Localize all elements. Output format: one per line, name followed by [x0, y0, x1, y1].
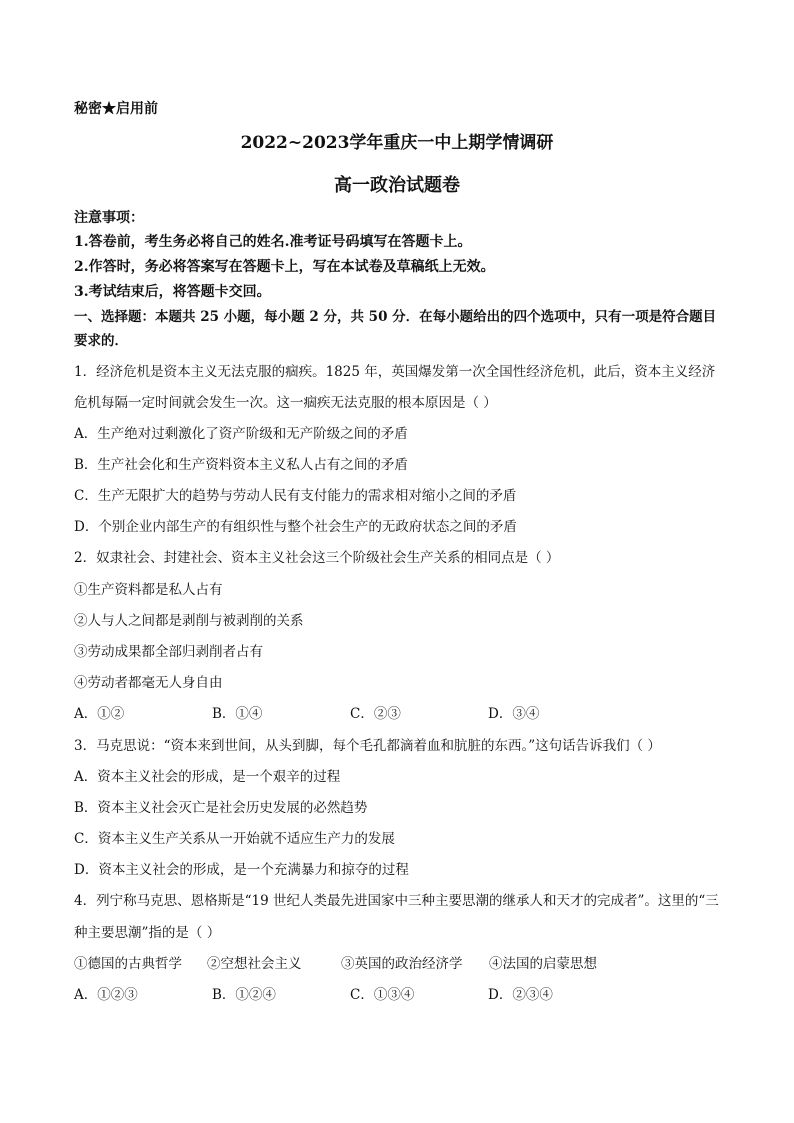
- question-2-option-d: D．③④: [488, 706, 540, 722]
- section-heading-cont: 要求的．: [74, 333, 128, 349]
- question-1-option-b: B．生产社会化和生产资料资本主义私人占有之间的矛盾: [74, 457, 408, 473]
- notice-item: 3.考试结束后，将答题卡交回。: [74, 284, 271, 300]
- question-3-option-c: C．资本主义生产关系从一开始就不适应生产力的发展: [74, 831, 395, 847]
- notice-heading: 注意事项：: [74, 210, 144, 226]
- question-4-stem: 4．列宁称马克思、恩格斯是“19 世纪人类最先进国家中三种主要思潮的继承人和天才的完成者”。这里的“三: [74, 893, 719, 909]
- confidential-label: 秘密★启用前: [74, 101, 158, 117]
- question-4-statement-4: ④法国的启蒙思想: [489, 956, 597, 972]
- question-3-option-d: D．资本主义社会的形成，是一个充满暴力和掠夺的过程: [74, 862, 409, 878]
- question-2-statement-4: ④劳动者都毫无人身自由: [74, 675, 223, 691]
- question-4-statements: [74, 954, 597, 974]
- question-4-options: [74, 985, 553, 1005]
- question-1-option-d: D．个别企业内部生产的有组织性与整个社会生产的无政府状态之间的矛盾: [74, 519, 517, 535]
- section-heading: 一、选择题：本题共 25 小题，每小题 2 分，共 50 分．在每小题给出的四个选项中，只有一项是符合题目: [74, 309, 717, 325]
- question-4-statement-2: ②空想社会主义: [207, 956, 302, 972]
- question-4-stem-cont: 种主要思潮”指的是（ ）: [74, 925, 221, 941]
- question-2-stem: 2．奴隶社会、封建社会、资本主义社会这三个阶级社会生产关系的相同点是（ ）: [74, 550, 560, 566]
- question-4-option-c: C．①③④: [350, 987, 415, 1003]
- notice-item: 1.答卷前，考生务必将自己的姓名.准考证号码填写在答题卡上。: [74, 234, 472, 250]
- notice-item: 2.作答时，务必将答案写在答题卡上，写在本试卷及草稿纸上无效。: [74, 259, 495, 275]
- question-4-statement-3: ③英国的政治经济学: [341, 956, 463, 972]
- question-2-option-c: C．②③: [350, 706, 401, 722]
- question-4-option-a: A．①②③: [74, 987, 138, 1003]
- question-1-option-c: C．生产无限扩大的趋势与劳动人民有支付能力的需求相对缩小之间的矛盾: [74, 488, 517, 504]
- exam-title: 2022~2023学年重庆一中上期学情调研: [240, 133, 554, 153]
- question-2-option-b: B．①④: [212, 706, 263, 722]
- question-4-option-d: D．②③④: [488, 987, 553, 1003]
- question-3-stem: 3．马克思说：“资本来到世间，从头到脚，每个毛孔都滴着血和肮脏的东西。”这句话告诉我们（ ）: [74, 738, 661, 754]
- exam-subtitle: 高一政治试题卷: [334, 175, 460, 196]
- question-2-option-a: A．①②: [74, 706, 125, 722]
- question-3-option-b: B．资本主义社会灭亡是社会历史发展的必然趋势: [74, 800, 368, 816]
- question-4-statement-1: ①德国的古典哲学: [74, 956, 182, 972]
- question-3-option-a: A．资本主义社会的形成，是一个艰辛的过程: [74, 769, 341, 785]
- question-2-statement-3: ③劳动成果都全部归剥削者占有: [74, 644, 263, 660]
- question-1-stem: 1．经济危机是资本主义无法克服的痼疾。1825 年，英国爆发第一次全国性经济危机，此后，资本主义经济: [74, 364, 716, 380]
- question-4-option-b: B．①②④: [212, 987, 276, 1003]
- question-2-statement-1: ①生产资料都是私人占有: [74, 582, 223, 598]
- question-2-options: [74, 704, 539, 724]
- question-1-stem-cont: 危机每隔一定时间就会发生一次。这一痼疾无法克服的根本原因是（ ）: [74, 395, 497, 411]
- question-2-statement-2: ②人与人之间都是剥削与被剥削的关系: [74, 613, 304, 629]
- question-1-option-a: A．生产绝对过剩激化了资产阶级和无产阶级之间的矛盾: [74, 426, 408, 442]
